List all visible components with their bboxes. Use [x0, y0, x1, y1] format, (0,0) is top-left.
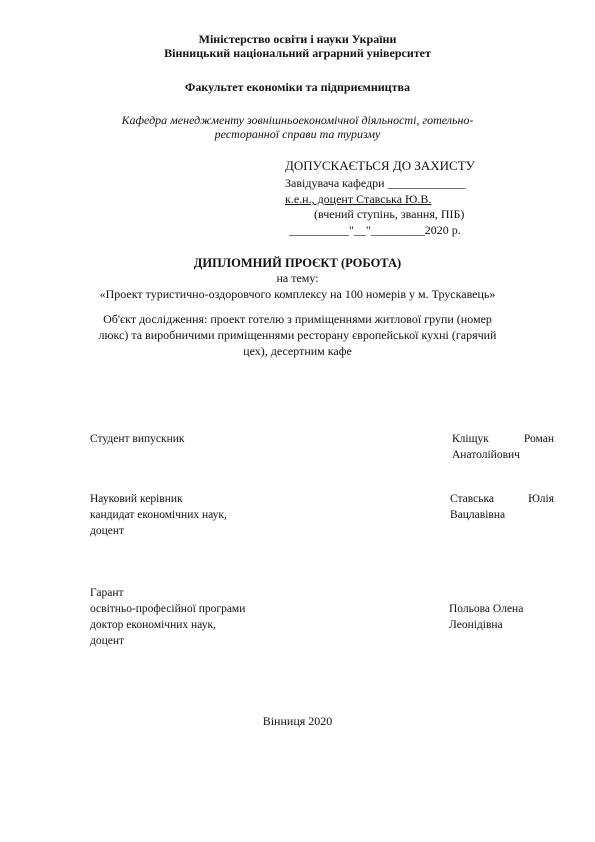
ministry-name: Міністерство освіти і науки України — [198, 32, 397, 46]
approval-date-line: __________"__"_________2020 р. — [289, 223, 461, 237]
advisor-name-line2: Вацлавівна — [450, 509, 506, 521]
university-name: Вінницький національний аграрний університет — [164, 46, 431, 60]
advisor-label-line2: кандидат економічних наук, — [90, 509, 227, 521]
faculty-name: Факультет економіки та підприємництва — [185, 80, 410, 94]
student-name-line2: Анатолійович — [452, 449, 520, 461]
city-year: Вінниця 2020 — [262, 714, 333, 728]
student-name-line1: Кліщук Роман — [452, 433, 554, 445]
guarantor-name-line2: Леонідівна — [449, 619, 503, 631]
approval-head-line: Завідувача кафедри _____________ — [285, 176, 466, 190]
approval-note: (вчений ступінь, звання, ПІБ) — [314, 207, 465, 221]
advisor-label-line1: Науковий керівник — [90, 493, 183, 505]
thesis-topic: «Проект туристично-оздоровчого комплексу на 100 номерів у м. Трускавець» — [99, 287, 496, 301]
student-label: Студент випускник — [90, 433, 185, 445]
object-line2: люкс) та виробничими приміщеннями ресторану європейської кухні (гарячий — [98, 328, 497, 342]
object-line1: Об'єкт дослідження: проект готелю з приміщеннями житлової групи (номер — [103, 312, 492, 326]
department-name-line2: ресторанної справи та туризму — [214, 127, 381, 141]
guarantor-label-line4: доцент — [90, 635, 125, 647]
department-name-line1: Кафедра менеджменту зовнішньоекономічної діяльності, готельно- — [121, 113, 474, 127]
thesis-on-topic: на тему: — [276, 271, 319, 285]
guarantor-label-line3: доктор економічних наук, — [90, 619, 216, 631]
object-line3: цех), десертним кафе — [243, 344, 352, 358]
approval-name-line: к.е.н., доцент Ставська Ю.В. — [285, 192, 432, 206]
guarantor-label-line2: освітньо-професійної програми — [90, 603, 246, 615]
thesis-title: ДИПЛОМНИЙ ПРОЄКТ (РОБОТА) — [193, 256, 402, 270]
guarantor-label-line1: Гарант — [90, 587, 124, 599]
guarantor-name-line1: Польова Олена — [449, 603, 524, 615]
advisor-label-line3: доцент — [90, 525, 125, 537]
approval-title: ДОПУСКАЄТЬСЯ ДО ЗАХИСТУ — [285, 158, 475, 173]
advisor-name-line1: Ставська Юлія — [450, 493, 554, 505]
